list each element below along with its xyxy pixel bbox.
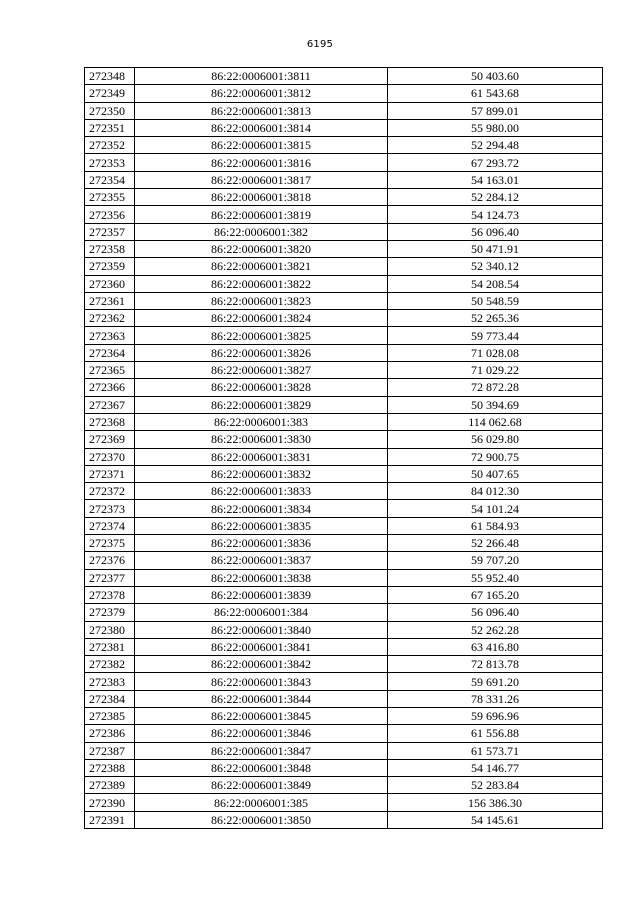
cadastral-number-cell: 86:22:0006001:3839 xyxy=(135,586,388,603)
cadastral-number-cell: 86:22:0006001:382 xyxy=(135,223,388,240)
cadastral-value-cell: 72 900.75 xyxy=(388,448,603,465)
page-number: 6195 xyxy=(306,39,334,50)
row-number-cell: 272357 xyxy=(85,223,135,240)
row-number-cell: 272383 xyxy=(85,673,135,690)
cadastral-value-cell: 63 416.80 xyxy=(388,638,603,655)
cadastral-number-cell: 86:22:0006001:3828 xyxy=(135,379,388,396)
row-number-cell: 272366 xyxy=(85,379,135,396)
table-row xyxy=(85,725,603,742)
table-row xyxy=(85,707,603,724)
cadastral-number-cell: 86:22:0006001:3817 xyxy=(135,171,388,188)
table-row xyxy=(85,535,603,552)
row-number-cell: 272376 xyxy=(85,552,135,569)
row-number-cell: 272350 xyxy=(85,102,135,119)
row-number-cell: 272365 xyxy=(85,362,135,379)
cadastral-number-cell: 86:22:0006001:3820 xyxy=(135,240,388,257)
cadastral-value-cell: 61 543.68 xyxy=(388,85,603,102)
cadastral-value-cell: 54 208.54 xyxy=(388,275,603,292)
cadastral-value-cell: 55 952.40 xyxy=(388,569,603,586)
table-row xyxy=(85,413,603,430)
cadastral-value-cell: 71 028.08 xyxy=(388,344,603,361)
row-number-cell: 272375 xyxy=(85,535,135,552)
cadastral-value-cell: 52 262.28 xyxy=(388,621,603,638)
row-number-cell: 272390 xyxy=(85,794,135,811)
row-number-cell: 272368 xyxy=(85,413,135,430)
cadastral-value-cell: 50 471.91 xyxy=(388,240,603,257)
cadastral-value-cell: 61 556.88 xyxy=(388,725,603,742)
row-number-cell: 272361 xyxy=(85,292,135,309)
table-row xyxy=(85,465,603,482)
cadastral-value-cell: 50 403.60 xyxy=(388,68,603,85)
cadastral-number-cell: 86:22:0006001:3836 xyxy=(135,535,388,552)
cadastral-number-cell: 86:22:0006001:3847 xyxy=(135,742,388,759)
row-number-cell: 272380 xyxy=(85,621,135,638)
row-number-cell: 272370 xyxy=(85,448,135,465)
cadastral-number-cell: 86:22:0006001:3825 xyxy=(135,327,388,344)
cadastral-number-cell: 86:22:0006001:385 xyxy=(135,794,388,811)
row-number-cell: 272367 xyxy=(85,396,135,413)
table-row xyxy=(85,154,603,171)
cadastral-value-cell: 54 101.24 xyxy=(388,500,603,517)
row-number-cell: 272369 xyxy=(85,431,135,448)
row-number-cell: 272373 xyxy=(85,500,135,517)
cadastral-number-cell: 86:22:0006001:3826 xyxy=(135,344,388,361)
table-row xyxy=(85,379,603,396)
table-row xyxy=(85,396,603,413)
row-number-cell: 272363 xyxy=(85,327,135,344)
table-row xyxy=(85,310,603,327)
cadastral-value-cell: 52 266.48 xyxy=(388,535,603,552)
row-number-cell: 272364 xyxy=(85,344,135,361)
row-number-cell: 272387 xyxy=(85,742,135,759)
cadastral-number-cell: 86:22:0006001:3827 xyxy=(135,362,388,379)
table-row xyxy=(85,500,603,517)
cadastral-number-cell: 86:22:0006001:3821 xyxy=(135,258,388,275)
cadastral-value-cell: 56 096.40 xyxy=(388,604,603,621)
table-row xyxy=(85,292,603,309)
row-number-cell: 272351 xyxy=(85,119,135,136)
table-row xyxy=(85,638,603,655)
row-number-cell: 272372 xyxy=(85,483,135,500)
cadastral-number-cell: 86:22:0006001:3819 xyxy=(135,206,388,223)
cadastral-value-table xyxy=(84,67,603,829)
cadastral-number-cell: 86:22:0006001:3812 xyxy=(135,85,388,102)
cadastral-number-cell: 86:22:0006001:3842 xyxy=(135,656,388,673)
cadastral-number-cell: 86:22:0006001:3840 xyxy=(135,621,388,638)
table-row xyxy=(85,586,603,603)
row-number-cell: 272384 xyxy=(85,690,135,707)
row-number-cell: 272359 xyxy=(85,258,135,275)
row-number-cell: 272349 xyxy=(85,85,135,102)
cadastral-number-cell: 86:22:0006001:3841 xyxy=(135,638,388,655)
cadastral-number-cell: 86:22:0006001:3838 xyxy=(135,569,388,586)
table-row xyxy=(85,759,603,776)
cadastral-value-cell: 72 813.78 xyxy=(388,656,603,673)
table-row xyxy=(85,102,603,119)
cadastral-number-cell: 86:22:0006001:3846 xyxy=(135,725,388,742)
cadastral-value-cell: 56 096.40 xyxy=(388,223,603,240)
cadastral-number-cell: 86:22:0006001:3822 xyxy=(135,275,388,292)
cadastral-value-cell: 52 283.84 xyxy=(388,777,603,794)
cadastral-number-cell: 86:22:0006001:3813 xyxy=(135,102,388,119)
cadastral-number-cell: 86:22:0006001:3824 xyxy=(135,310,388,327)
row-number-cell: 272385 xyxy=(85,707,135,724)
cadastral-number-cell: 86:22:0006001:3850 xyxy=(135,811,388,828)
cadastral-number-cell: 86:22:0006001:3816 xyxy=(135,154,388,171)
cadastral-value-cell: 52 294.48 xyxy=(388,137,603,154)
cadastral-number-cell: 86:22:0006001:3843 xyxy=(135,673,388,690)
cadastral-number-cell: 86:22:0006001:3814 xyxy=(135,119,388,136)
cadastral-value-cell: 52 340.12 xyxy=(388,258,603,275)
row-number-cell: 272389 xyxy=(85,777,135,794)
cadastral-number-cell: 86:22:0006001:3818 xyxy=(135,189,388,206)
row-number-cell: 272354 xyxy=(85,171,135,188)
cadastral-number-cell: 86:22:0006001:384 xyxy=(135,604,388,621)
row-number-cell: 272356 xyxy=(85,206,135,223)
table-row xyxy=(85,85,603,102)
row-number-cell: 272377 xyxy=(85,569,135,586)
table-row xyxy=(85,569,603,586)
cadastral-value-cell: 54 163.01 xyxy=(388,171,603,188)
cadastral-value-cell: 59 696.96 xyxy=(388,707,603,724)
table-row xyxy=(85,327,603,344)
cadastral-number-cell: 86:22:0006001:3833 xyxy=(135,483,388,500)
row-number-cell: 272362 xyxy=(85,310,135,327)
cadastral-value-cell: 67 165.20 xyxy=(388,586,603,603)
cadastral-number-cell: 86:22:0006001:3835 xyxy=(135,517,388,534)
cadastral-number-cell: 86:22:0006001:3829 xyxy=(135,396,388,413)
row-number-cell: 272358 xyxy=(85,240,135,257)
table-row xyxy=(85,656,603,673)
cadastral-value-cell: 59 773.44 xyxy=(388,327,603,344)
row-number-cell: 272360 xyxy=(85,275,135,292)
table-row xyxy=(85,621,603,638)
row-number-cell: 272386 xyxy=(85,725,135,742)
cadastral-number-cell: 86:22:0006001:3823 xyxy=(135,292,388,309)
cadastral-value-cell: 50 548.59 xyxy=(388,292,603,309)
row-number-cell: 272378 xyxy=(85,586,135,603)
cadastral-value-cell: 67 293.72 xyxy=(388,154,603,171)
row-number-cell: 272353 xyxy=(85,154,135,171)
table-row xyxy=(85,137,603,154)
table-row xyxy=(85,119,603,136)
cadastral-number-cell: 86:22:0006001:3837 xyxy=(135,552,388,569)
cadastral-value-cell: 61 584.93 xyxy=(388,517,603,534)
cadastral-value-cell: 54 145.61 xyxy=(388,811,603,828)
table-row xyxy=(85,171,603,188)
table-body xyxy=(85,68,603,829)
cadastral-value-cell: 61 573.71 xyxy=(388,742,603,759)
cadastral-number-cell: 86:22:0006001:3845 xyxy=(135,707,388,724)
cadastral-number-cell: 86:22:0006001:3844 xyxy=(135,690,388,707)
table-row xyxy=(85,690,603,707)
table-row xyxy=(85,794,603,811)
cadastral-value-cell: 56 029.80 xyxy=(388,431,603,448)
table-row xyxy=(85,275,603,292)
table-row xyxy=(85,604,603,621)
table-row xyxy=(85,344,603,361)
cadastral-value-cell: 71 029.22 xyxy=(388,362,603,379)
row-number-cell: 272388 xyxy=(85,759,135,776)
table-row xyxy=(85,206,603,223)
table-row xyxy=(85,483,603,500)
table-row xyxy=(85,777,603,794)
cadastral-number-cell: 86:22:0006001:3815 xyxy=(135,137,388,154)
cadastral-value-cell: 54 124.73 xyxy=(388,206,603,223)
cadastral-value-cell: 59 707.20 xyxy=(388,552,603,569)
row-number-cell: 272352 xyxy=(85,137,135,154)
cadastral-value-cell: 50 394.69 xyxy=(388,396,603,413)
table-row xyxy=(85,362,603,379)
cadastral-value-cell: 72 872.28 xyxy=(388,379,603,396)
row-number-cell: 272348 xyxy=(85,68,135,85)
row-number-cell: 272374 xyxy=(85,517,135,534)
cadastral-number-cell: 86:22:0006001:3830 xyxy=(135,431,388,448)
cadastral-number-cell: 86:22:0006001:3849 xyxy=(135,777,388,794)
cadastral-value-cell: 54 146.77 xyxy=(388,759,603,776)
table-row xyxy=(85,811,603,828)
cadastral-number-cell: 86:22:0006001:3811 xyxy=(135,68,388,85)
table-row xyxy=(85,258,603,275)
cadastral-number-cell: 86:22:0006001:383 xyxy=(135,413,388,430)
cadastral-value-cell: 55 980.00 xyxy=(388,119,603,136)
table-row xyxy=(85,240,603,257)
row-number-cell: 272371 xyxy=(85,465,135,482)
cadastral-number-cell: 86:22:0006001:3834 xyxy=(135,500,388,517)
row-number-cell: 272379 xyxy=(85,604,135,621)
cadastral-value-cell: 52 284.12 xyxy=(388,189,603,206)
row-number-cell: 272381 xyxy=(85,638,135,655)
cadastral-number-cell: 86:22:0006001:3831 xyxy=(135,448,388,465)
cadastral-value-cell: 84 012.30 xyxy=(388,483,603,500)
cadastral-value-cell: 57 899.01 xyxy=(388,102,603,119)
row-number-cell: 272382 xyxy=(85,656,135,673)
table-row xyxy=(85,223,603,240)
row-number-cell: 272391 xyxy=(85,811,135,828)
table-row xyxy=(85,431,603,448)
table-row xyxy=(85,673,603,690)
cadastral-number-cell: 86:22:0006001:3832 xyxy=(135,465,388,482)
cadastral-value-cell: 78 331.26 xyxy=(388,690,603,707)
table-row xyxy=(85,742,603,759)
cadastral-value-cell: 114 062.68 xyxy=(388,413,603,430)
cadastral-value-cell: 156 386.30 xyxy=(388,794,603,811)
table-row xyxy=(85,189,603,206)
table-row xyxy=(85,517,603,534)
table-row xyxy=(85,448,603,465)
table-row xyxy=(85,552,603,569)
cadastral-value-cell: 50 407.65 xyxy=(388,465,603,482)
cadastral-number-cell: 86:22:0006001:3848 xyxy=(135,759,388,776)
cadastral-value-cell: 59 691.20 xyxy=(388,673,603,690)
row-number-cell: 272355 xyxy=(85,189,135,206)
cadastral-value-cell: 52 265.36 xyxy=(388,310,603,327)
table-row xyxy=(85,68,603,85)
